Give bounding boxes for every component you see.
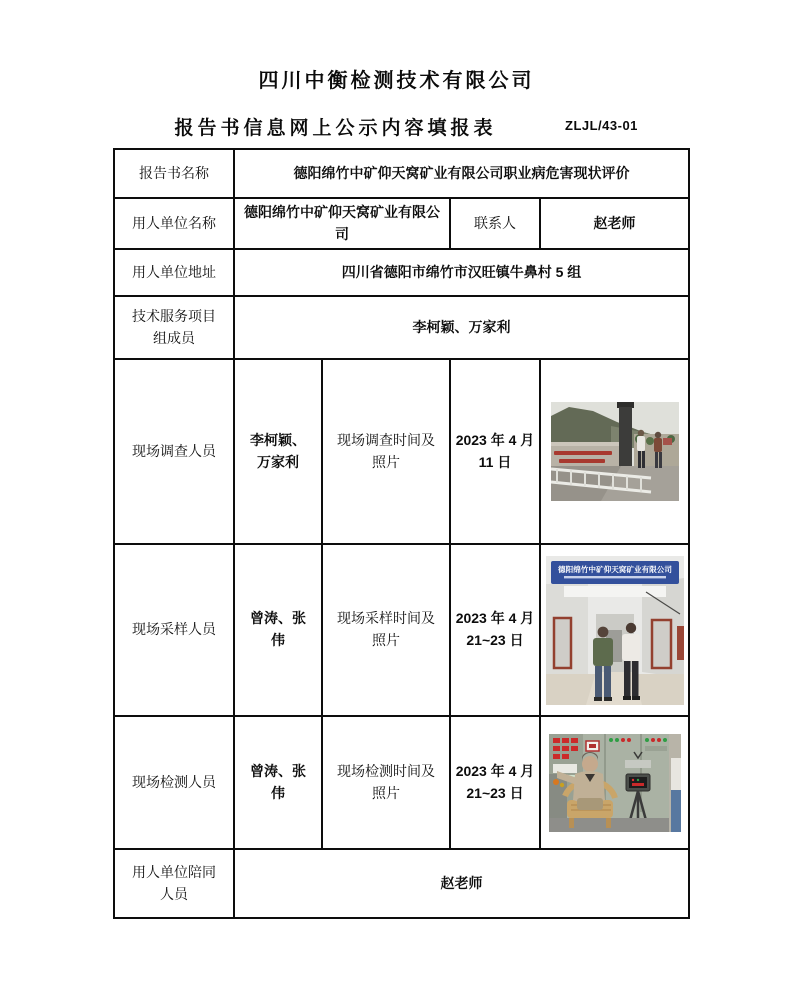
site-survey-photo-cell	[540, 359, 689, 544]
project-team-value: 李柯颖、万家利	[234, 296, 689, 359]
page-subtitle: 报告书信息网上公示内容填报表	[174, 118, 497, 139]
site-testing-time-label: 现场检测时间及照片	[322, 716, 450, 849]
site-testing-photo	[549, 734, 681, 832]
site-testing-members: 曾涛、张伟	[234, 716, 322, 849]
page-title: 四川中衡检测技术有限公司	[258, 70, 535, 92]
table-row-employer-name	[114, 198, 689, 249]
employer-name-label: 用人单位名称	[114, 198, 234, 249]
project-team-label: 技术服务项目组成员	[114, 296, 234, 359]
subtitle-row	[113, 113, 688, 141]
table-row-site-sampling	[114, 544, 689, 716]
site-testing-label: 现场检测人员	[114, 716, 234, 849]
table-row-employer-address	[114, 249, 689, 296]
site-sampling-label: 现场采样人员	[114, 544, 234, 716]
site-survey-time-label: 现场调查时间及照片	[322, 359, 450, 544]
corridor-scene-graphic	[546, 556, 684, 705]
report-name-label: 报告书名称	[114, 149, 234, 198]
site-sampling-time-label: 现场采样时间及照片	[322, 544, 450, 716]
accompanying-label: 用人单位陪同人员	[114, 849, 234, 918]
site-testing-time-value: 2023 年 4 月 21~23 日	[450, 716, 540, 849]
site-sampling-photo	[546, 556, 684, 705]
employer-name-value: 德阳绵竹中矿仰天窝矿业有限公司	[234, 198, 450, 249]
control-room-scene-graphic	[549, 734, 681, 832]
gate-scene-graphic	[551, 402, 679, 501]
company-sign-text: 德阳绵竹中矿仰天窝矿业有限公司	[557, 564, 672, 574]
table-row-report-name	[114, 149, 689, 198]
accompanying-value: 赵老师	[234, 849, 689, 918]
report-info-table	[113, 148, 690, 919]
table-row-site-survey	[114, 359, 689, 544]
form-code: ZLJL/43-01	[565, 118, 638, 133]
report-name-value: 德阳绵竹中矿仰天窝矿业有限公司职业病危害现状评价	[234, 149, 689, 198]
site-sampling-time-value: 2023 年 4 月 21~23 日	[450, 544, 540, 716]
table-row-accompanying	[114, 849, 689, 918]
employer-address-value: 四川省德阳市绵竹市汉旺镇牛鼻村 5 组	[234, 249, 689, 296]
site-survey-members: 李柯颖、万家利	[234, 359, 322, 544]
site-survey-label: 现场调查人员	[114, 359, 234, 544]
contact-value: 赵老师	[540, 198, 689, 249]
site-survey-time-value: 2023 年 4 月 11 日	[450, 359, 540, 544]
contact-label: 联系人	[450, 198, 540, 249]
table-row-project-team	[114, 296, 689, 359]
site-testing-photo-cell	[540, 716, 689, 849]
table-row-site-testing	[114, 716, 689, 849]
employer-address-label: 用人单位地址	[114, 249, 234, 296]
site-sampling-photo-cell	[540, 544, 689, 716]
site-sampling-members: 曾涛、张伟	[234, 544, 322, 716]
site-survey-photo	[551, 402, 679, 501]
